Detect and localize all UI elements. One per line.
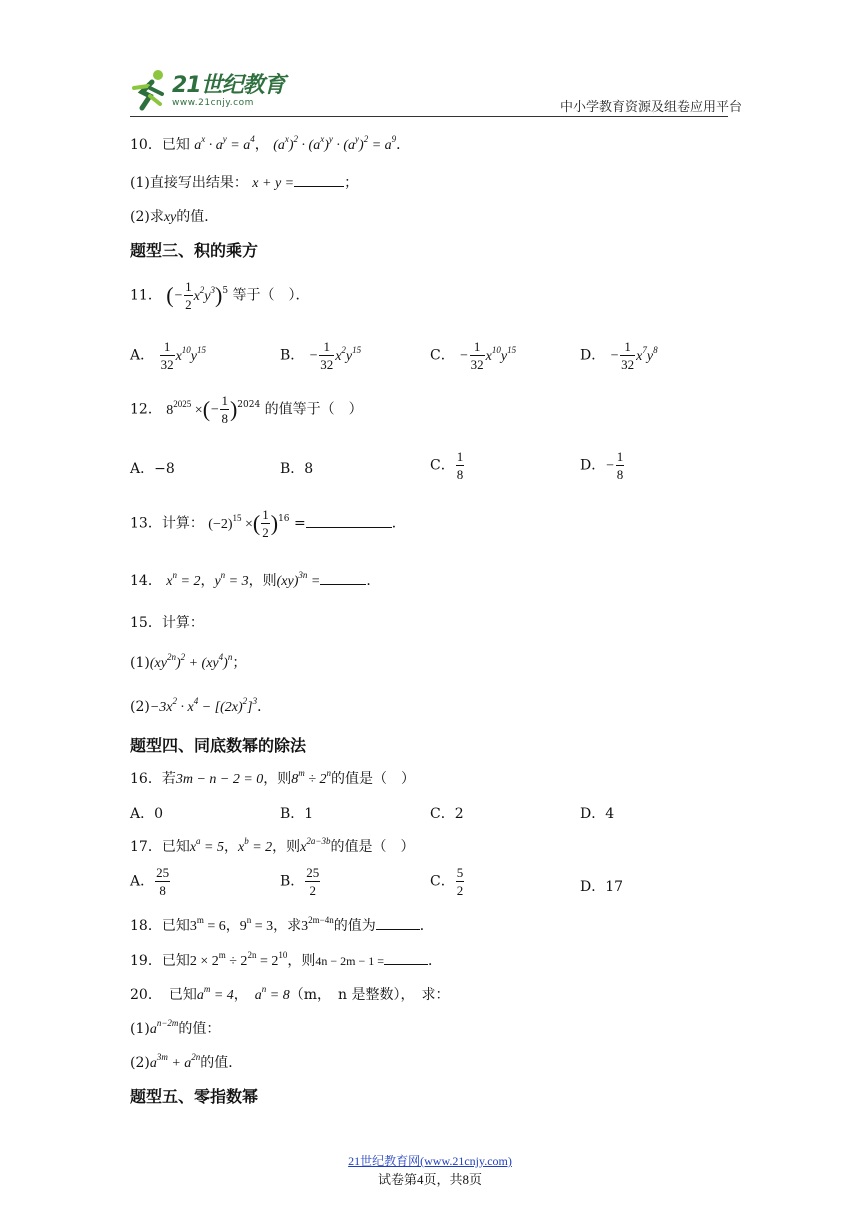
answer-blank[interactable] [384,951,428,965]
logo-url: www.21cnjy.com [172,98,254,108]
logo [128,68,288,118]
q12-suffix: 的值等于（ ） [264,401,363,418]
q10-part1-label: (1)直接写出结果： [130,175,248,191]
question-19: 19．已知$2 \times 2^m \div 2^{2n} = 2^{10}$，则4n − 2m − 1 = ． [130,950,442,969]
q11-option-c[interactable]: C． − $\frac{1}{32}$ $x^{10}y^{15}$ [430,339,517,372]
page-number: 试卷第4页，共8页 [377,1172,482,1187]
q10-formula: $a^x \cdot a^y = a^4$ [194,134,255,153]
q16-option-a[interactable]: A．0 [130,806,164,822]
q17-option-b[interactable]: B． $\frac{25}{2}$ [280,865,320,898]
question-13: 13．计算： $(-2)^{15}$ ×( $\frac{1}{2}$ )$^{16}$ = ． [130,507,406,540]
question-11: 11． (− $\frac{1}{2}$ $x^2y^3)^5$ 等于（ ）． [130,279,310,312]
q12-option-b[interactable]: B．8 [280,461,314,477]
q11-option-d[interactable]: D． − $\frac{1}{32}$ $x^7y^8$ [580,339,658,372]
q14-prefix: 14． [130,573,162,589]
q11-option-a[interactable]: A． $\frac{1}{32}$ $x^{10}y^{15}$ [130,339,207,372]
question-15-part1: $(1)(xy^{2n})^2 + (xy^4)^n$； [130,652,247,671]
q11-suffix: 等于（ ）． [232,287,310,304]
q17-option-c[interactable]: C． $\frac{5}{2}$ [430,865,464,898]
question-10-part1: (1)直接写出结果： x + y = ； [130,175,359,191]
question-17: 17．已知$x^a = 5$，$x^b = 2$，则$x^{2a-3b}$的值是（ ） [130,836,415,855]
section-title-3: 题型三、积的乘方 [130,241,259,260]
header-platform-text: 中小学教育资源及组卷应用平台 [560,100,743,115]
q17-option-d[interactable]: D．17 [580,879,624,895]
q17-option-a[interactable]: A． $\frac{25}{8}$ [130,865,170,898]
question-14: 14． $x^n = 2$，$y^n = 3$，则(xy)$^{3n}$ = ． [130,570,381,589]
question-15-part2: $(2)-3x^2 \cdot x^4 - [(2x)^2]^3$． [130,696,272,715]
q12-option-d[interactable]: D．− $\frac{1}{8}$ [580,449,624,482]
q10-part2-tail: 的值． [176,209,219,225]
q11-option-b[interactable]: B． − $\frac{1}{32}$ $x^2y^{15}$ [280,339,362,372]
q16-option-b[interactable]: B．1 [280,806,314,822]
q10-part2-label: (2)求 [130,209,164,225]
question-20: 20． 已知$a^m = 4$， $a^n = 8(m$， n 是整数）， 求： [130,984,450,1003]
question-20-part1: $(1)a^{n-2m}$的值： [130,1018,221,1037]
question-15: 15．计算： [130,615,204,631]
q11-prefix: 11． [130,287,162,304]
runner-icon [128,68,170,114]
q12-option-a[interactable]: A．−8 [130,461,175,477]
header-divider [130,116,728,117]
answer-blank[interactable] [294,173,344,187]
q12-prefix: 12． [130,401,162,418]
logo-title: 21世纪教育 [172,73,285,98]
q13-prefix: 13．计算： [130,515,204,532]
q16-option-c[interactable]: C．2 [430,806,464,822]
q16-option-d[interactable]: D．4 [580,806,615,822]
q12-option-c[interactable]: C． $\frac{1}{8}$ [430,449,464,482]
answer-blank[interactable] [320,571,366,585]
footer-link[interactable]: 21世纪教育网(www.21cnjy.com) [348,1154,512,1168]
section-title-5: 题型五、零指数幂 [130,1087,259,1106]
answer-blank[interactable] [376,916,420,930]
question-18: 18．已知$3^m = 6$，$9^n = 3$，求$3^{2m-4n}$的值为 ． [130,915,434,934]
question-16: 16．若3m − n − 2 = 0，则$8^m \div 2^n$的值是（ ） [130,768,415,787]
question-20-part2: $(2)a^{3m} + a^{2n}$的值． [130,1052,243,1071]
question-10-part2 [130,206,218,226]
q10-part2-var: xy [163,210,177,225]
q10-part1-formula: x + y = [252,176,295,191]
answer-blank[interactable] [306,514,392,528]
q10-prefix: 10．已知 [130,137,190,153]
question-12: 12． $8^{2025}$ ×(− $\frac{1}{8}$ )$^{2024}$ 的值等于（ ） [130,393,363,426]
question-10: 10．已知 $a^x \cdot a^y = a^4$， $(a^x)^2 \cdot (a^x)^y \cdot (a^y)^2 = a^9$． [130,134,411,153]
section-title-4: 题型四、同底数幂的除法 [130,736,307,755]
q10-formula-2: $(a^x)^2 \cdot (a^x)^y \cdot (a^y)^2 = a^9$ [273,134,397,153]
